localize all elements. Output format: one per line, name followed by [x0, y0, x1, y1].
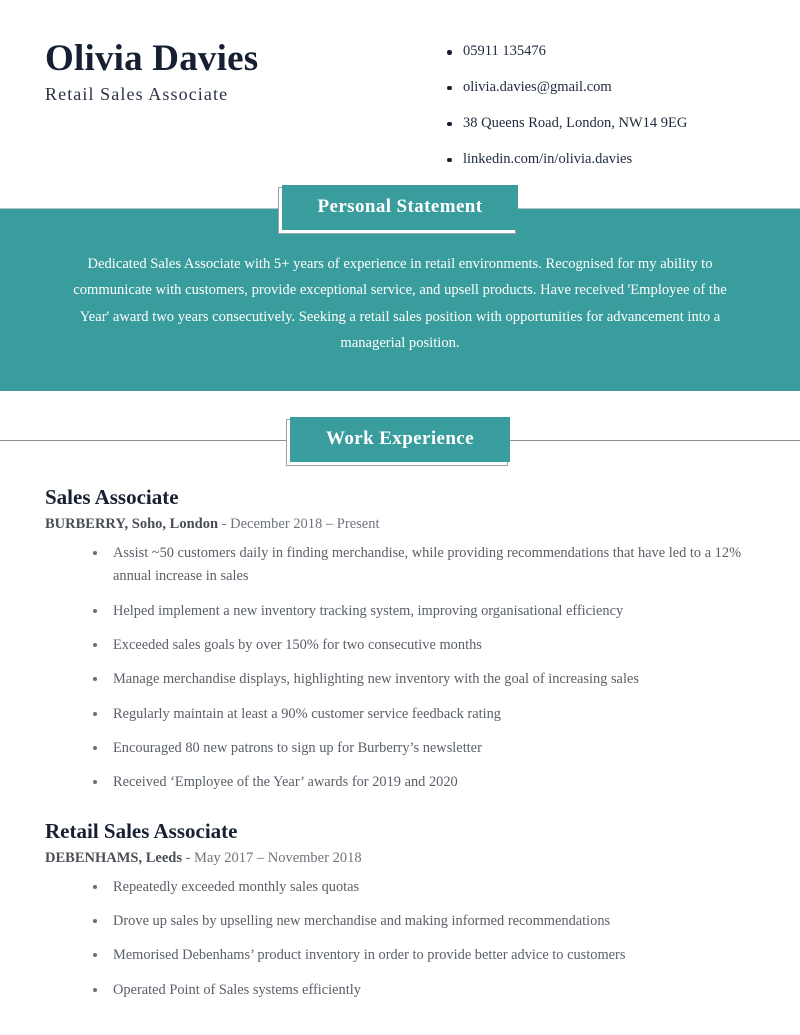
job-duty: Received ‘Employee of the Year’ awards for 2019 and 2020 — [93, 771, 755, 794]
job-entry — [45, 819, 755, 1002]
candidate-subtitle: Retail Sales Associate — [45, 84, 229, 105]
job-duty: Regularly maintain at least a 90% customer service feedback rating — [93, 703, 755, 726]
job-duty: Helped implement a new inventory tracking system, improving organisational efficiency — [93, 600, 755, 623]
job-duty: Repeatedly exceeded monthly sales quotas — [93, 876, 755, 899]
personal-statement-heading: Personal Statement — [282, 185, 519, 230]
job-dates: - December 2018 – Present — [221, 516, 380, 533]
work-experience-banner-row — [0, 417, 800, 463]
job-dates: - May 2017 – November 2018 — [185, 849, 362, 866]
job-meta — [45, 515, 755, 534]
resume-header — [0, 0, 800, 168]
contact-item-phone: 05911 135476 — [445, 44, 760, 60]
job-meta — [45, 849, 755, 868]
work-experience-content — [0, 485, 800, 1002]
job-title: Retail Sales Associate — [45, 818, 238, 843]
job-duty: Assist ~50 customers daily in finding merchandise, while providing recommendations that have led to a 12% annual increase in sales — [93, 542, 755, 589]
job-entry — [45, 485, 755, 795]
candidate-name: Olivia Davies — [45, 38, 259, 79]
contact-list — [445, 34, 760, 168]
job-duties-list — [45, 542, 755, 795]
personal-statement-text: Dedicated Sales Associate with 5+ years of experience in retail environments. Recognised for my ability to communicate with customers, provide exceptional service, and upsell products. Have received 'Employee of the Year' award two years consecutively. Seeking a retail sales position with opportunities for advancement into a managerial position. — [73, 255, 727, 352]
job-duty: Operated Point of Sales systems efficiently — [93, 979, 755, 1002]
identity-block — [45, 34, 445, 105]
job-employer: DEBENHAMS, Leeds — [45, 849, 182, 866]
job-employer: BURBERRY, Soho, London — [45, 516, 219, 533]
contact-item-email[interactable]: olivia.davies@gmail.com — [445, 80, 760, 96]
personal-statement-block — [0, 208, 800, 391]
job-duty: Memorised Debenhams’ product inventory in order to provide better advice to customers — [93, 944, 755, 967]
job-duty: Exceeded sales goals by over 150% for two consecutive months — [93, 634, 755, 657]
job-duty: Manage merchandise displays, highlighting new inventory with the goal of increasing sales — [93, 668, 755, 691]
personal-statement-banner-row — [0, 185, 800, 230]
job-title: Sales Associate — [45, 484, 179, 509]
job-duties-list — [45, 876, 755, 1002]
job-duty: Drove up sales by upselling new merchandise and making informed recommendations — [93, 910, 755, 933]
contact-item-address: 38 Queens Road, London, NW14 9EG — [445, 116, 760, 132]
work-experience-section — [0, 417, 800, 1002]
personal-statement-section — [0, 185, 800, 391]
job-duty: Encouraged 80 new patrons to sign up for Burberry’s newsletter — [93, 737, 755, 760]
work-experience-heading: Work Experience — [290, 417, 510, 462]
contact-item-linkedin[interactable]: linkedin.com/in/olivia.davies — [445, 152, 760, 168]
